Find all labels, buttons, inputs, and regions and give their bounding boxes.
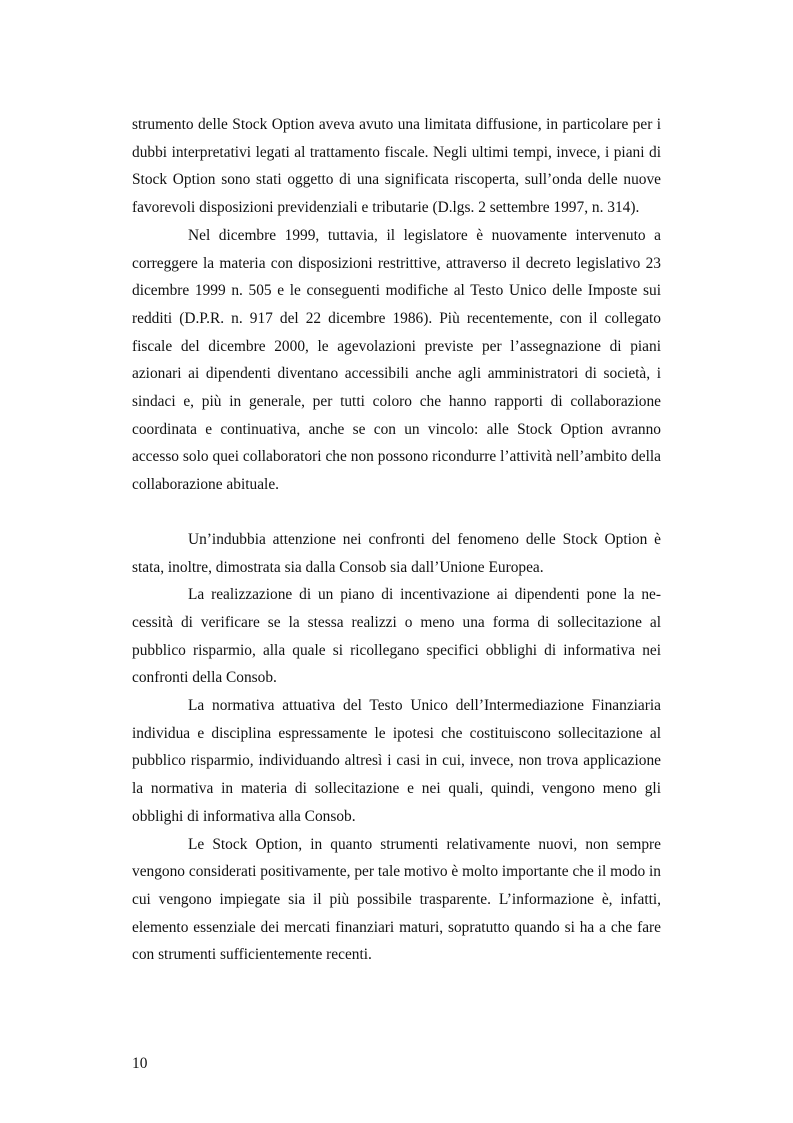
- page-number: 10: [132, 1055, 148, 1072]
- paragraph-gap: [132, 499, 661, 526]
- page-body: [132, 111, 661, 969]
- paragraph-legislative-changes: Nel dicembre 1999, tuttavia, il legislatore è nuovamente intervenuto a correggere la materia con disposizioni restrittive, attraverso il decreto legislativo 23 dicembre 1999 n. 505 e le conseguenti modifiche al Testo Unico delle Imposte sui redditi (D.P.R. n. 917 del 22 dicembre 1986). Più recentemente, con il collegato fiscale del dicembre 2000, le agevolazioni previste per l’assegnazione di piani azionari ai dipendenti diventano accessibili anche agli amministratori di società, i sindaci e, più in generale, per tutti coloro che hanno rapporti di collaborazione coordinata e continuativa, anche se con un vincolo: alle Stock Option avranno accesso solo quei collaboratori che non possono ricondurre l’attività nell’ambito della collaborazione abituale.: [132, 226, 661, 494]
- paragraph-incentive-plan: La realizzazione di un piano di incentivazione ai dipendenti pone la necessità di verificare se la stessa realizzi o meno una forma di sollecitazione al pubblico risparmio, alla quale si ricollegano specifici obblighi di informativa nei confronti della Consob.: [132, 586, 661, 687]
- paragraph-consob-eu-attention: Un’indubbia attenzione nei confronti del fenomeno delle Stock Option è stata, inoltre, dimostrata sia dalla Consob sia dall’Unione Europea.: [132, 530, 661, 576]
- paragraph-tuif-regulation: La normativa attuativa del Testo Unico dell’Intermediazione Finanziaria individua e disciplina espressamente le ipotesi che costituiscono sollecitazione al pubblico risparmio, individuando altresì i casi in cui, invece, non trova applicazione la normativa in materia di sollecitazione e nei quali, quindi, vengono meno gli obblighi di informativa alla Consob.: [132, 697, 661, 825]
- paragraph-continuation: strumento delle Stock Option aveva avuto una limitata diffusione, in particolare per i dubbi interpretativi legati al trattamento fiscale. Negli ultimi tempi, invece, i piani di Stock Option sono stati oggetto di una significata riscoperta, sull’onda delle nuove favorevoli disposizioni previdenziali e tributarie (D.lgs. 2 settembre 1997, n. 314).: [132, 116, 661, 217]
- paragraph-transparency: Le Stock Option, in quanto strumenti relativamente nuovi, non sempre vengono considerati positivamente, per tale motivo è molto importante che il modo in cui vengono impiegate sia il più possibile trasparente. L’informazione è, infatti, elemento essenziale dei mercati finanziari maturi, sopratutto quando si ha a che fare con strumenti sufficientemente recenti.: [132, 835, 661, 964]
